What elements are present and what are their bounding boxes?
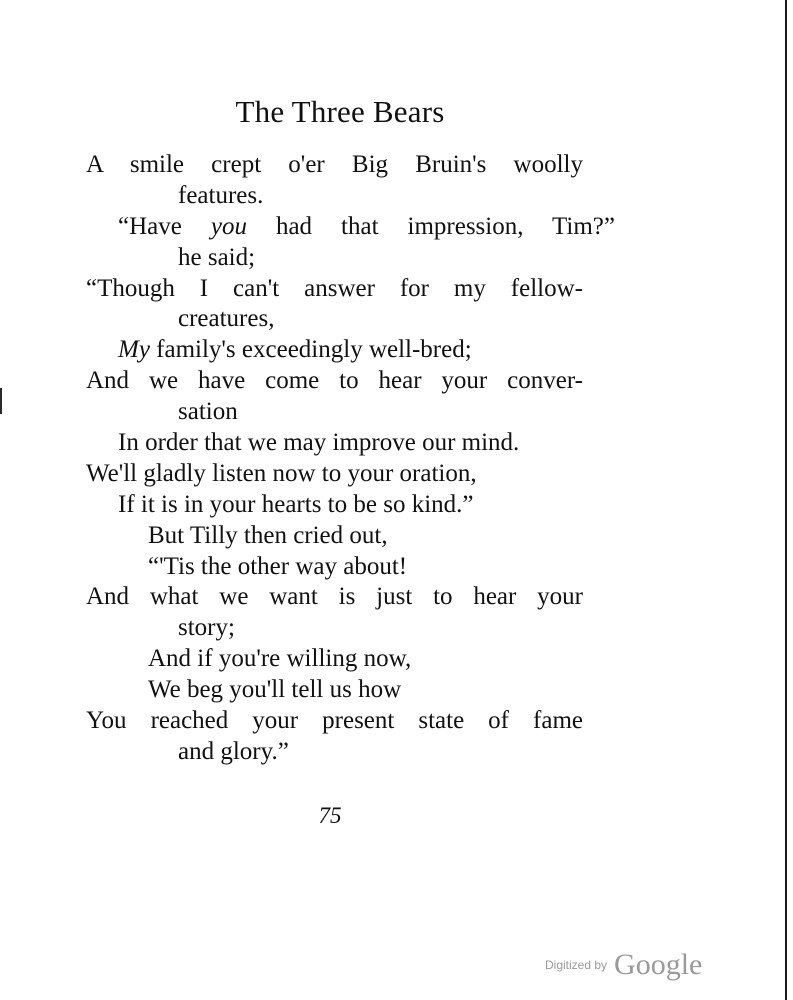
verse-line: And if you're willing now, bbox=[148, 645, 412, 673]
verse-line: he said; bbox=[178, 243, 256, 271]
verse-line: You reached your present state of fame bbox=[86, 707, 583, 735]
verse-line: story; bbox=[178, 614, 235, 642]
verse-line: And we have come to hear your conver- bbox=[86, 367, 583, 395]
digitized-watermark bbox=[545, 948, 702, 982]
verse-line: In order that we may improve our mind. bbox=[118, 429, 520, 457]
italic-word: you bbox=[210, 212, 247, 240]
verse-line: A smile crept o'er Big Bruin's woolly bbox=[86, 151, 583, 178]
watermark-prefix: Digitized by bbox=[545, 958, 608, 972]
page-number: 75 bbox=[318, 803, 342, 828]
verse-line: “Though I can't answer for my fellow- bbox=[86, 274, 583, 302]
verse-line: sation bbox=[178, 398, 238, 426]
verse-line: And what we want is just to hear your bbox=[86, 583, 583, 611]
page-edge bbox=[785, 0, 787, 1000]
verse-line: We'll gladly listen now to your oration, bbox=[86, 459, 477, 487]
verse-line: creatures, bbox=[178, 305, 275, 333]
verse-line: But Tilly then cried out, bbox=[148, 521, 388, 549]
running-head: The Three Bears bbox=[235, 94, 445, 129]
verse-line: features. bbox=[178, 181, 264, 209]
watermark-brand: Google bbox=[614, 948, 703, 981]
verse-line: If it is in your hearts to be so kind.” bbox=[118, 490, 474, 518]
verse-line: “'Tis the other way about! bbox=[148, 552, 408, 580]
italic-word: My bbox=[118, 336, 150, 364]
verse-line: and glory.” bbox=[178, 737, 289, 765]
verse-line: My family's exceedingly well-bred; bbox=[118, 336, 472, 364]
margin-mark bbox=[0, 388, 2, 414]
verse-line: We beg you'll tell us how bbox=[148, 676, 402, 704]
verse-block bbox=[86, 150, 616, 768]
verse-line: “Have you had that impression, Tim?” bbox=[118, 212, 616, 240]
